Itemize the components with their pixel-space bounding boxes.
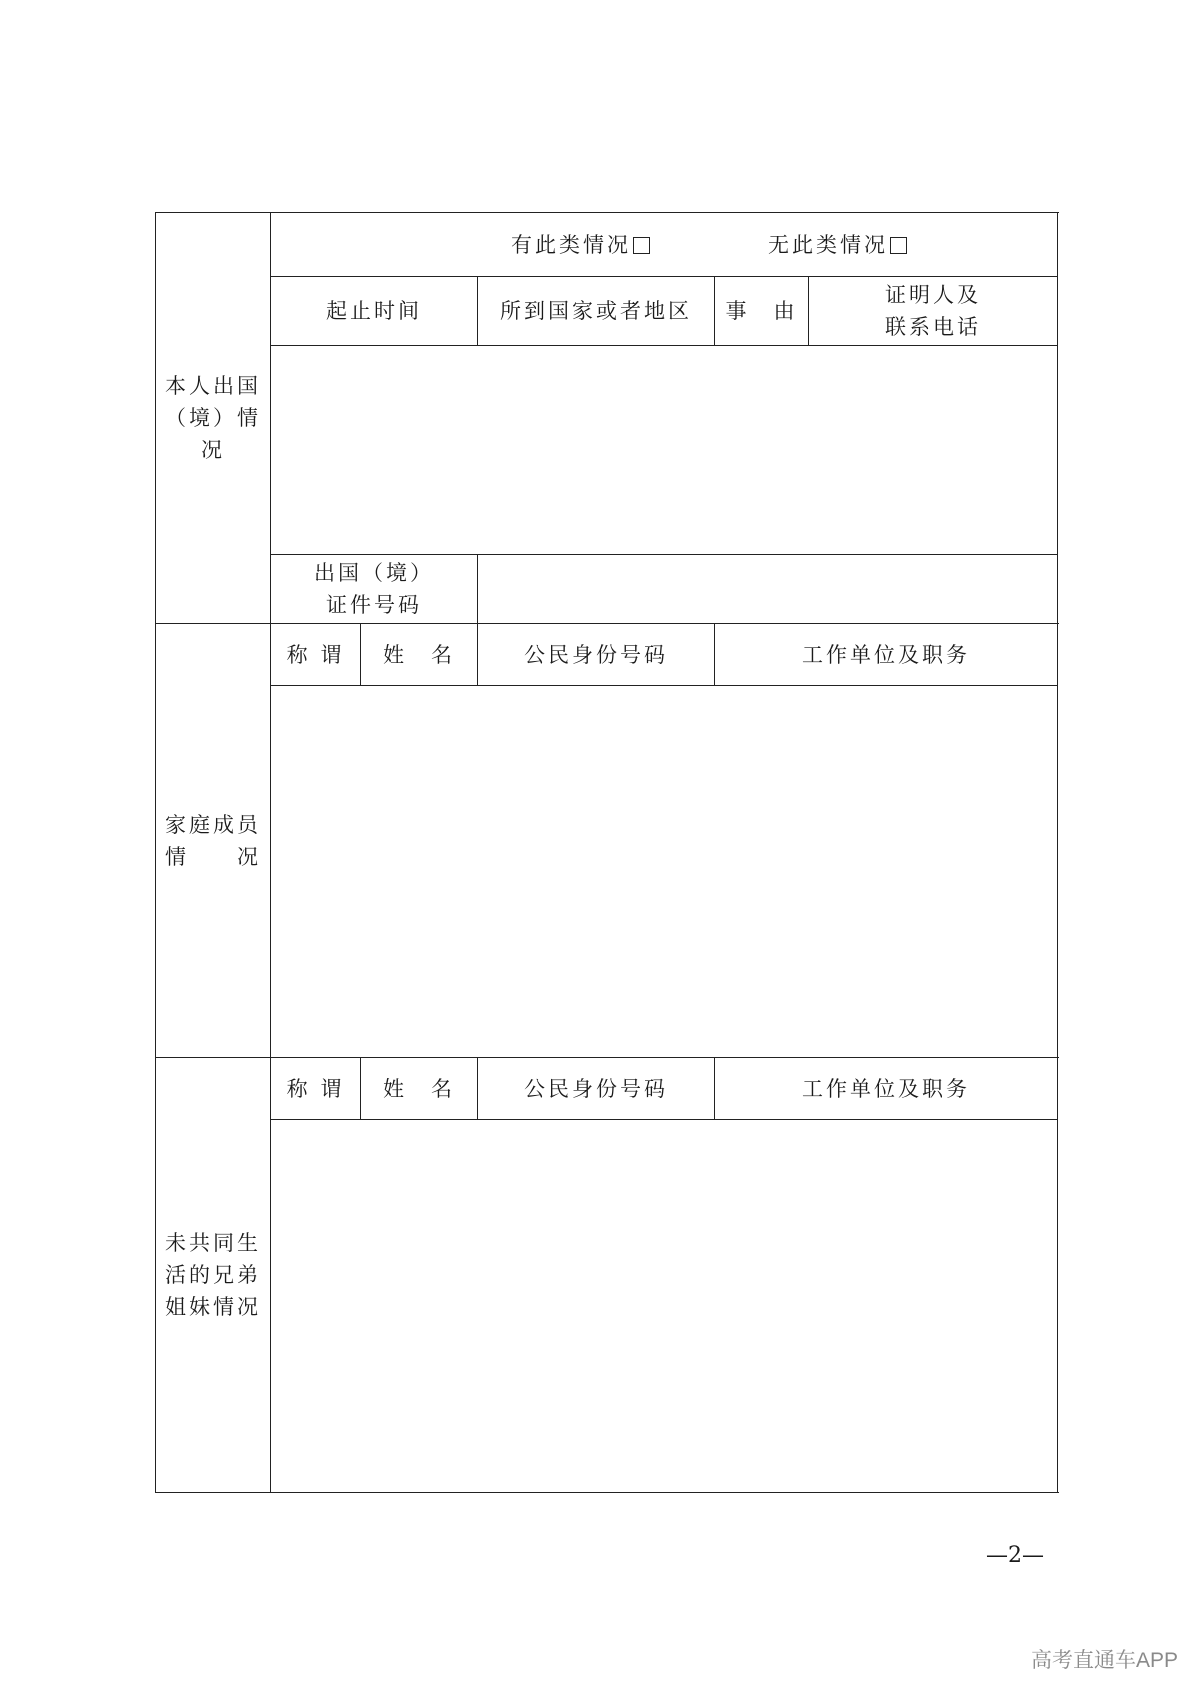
siblings-section-label: 未共同生 活的兄弟 姐妹情况: [165, 1231, 261, 1319]
travel-header-destination: 所到国家或者地区: [500, 299, 692, 323]
travel-header-period: 起止时间: [326, 299, 422, 323]
siblings-header-name: 姓 名: [383, 1076, 455, 1101]
siblings-entries-area[interactable]: [270, 1119, 1058, 1493]
family-header-id-number: 公民身份号码: [524, 642, 668, 667]
family-entries-area[interactable]: [270, 685, 1058, 1058]
travel-entries-area[interactable]: [270, 345, 1058, 555]
travel-option-row: [270, 212, 1058, 277]
siblings-header-relation: 称 谓: [286, 1076, 345, 1101]
has-travel-option[interactable]: [511, 229, 650, 261]
page-number: —2—: [986, 1542, 1044, 1568]
family-header-name: 姓 名: [383, 642, 455, 667]
no-travel-checkbox[interactable]: [890, 237, 907, 254]
no-travel-option[interactable]: [768, 229, 907, 261]
has-travel-checkbox[interactable]: [633, 237, 650, 254]
has-travel-label: 有此类情况: [511, 232, 631, 257]
family-header-relation: 称 谓: [286, 642, 345, 667]
passport-number-field[interactable]: [477, 554, 1058, 624]
travel-header-witness: 证明人及 联系电话: [885, 283, 981, 339]
siblings-header-id-number: 公民身份号码: [524, 1076, 668, 1101]
siblings-header-employer: 工作单位及职务: [802, 1076, 970, 1101]
app-watermark: 高考直通车APP: [1030, 1649, 1178, 1672]
family-section-label: 家庭成员 情 况: [165, 812, 261, 869]
travel-section-label: 本人出国 （境）情况: [165, 374, 261, 462]
passport-number-label: 出国（境） 证件号码: [314, 561, 434, 617]
family-header-employer: 工作单位及职务: [802, 642, 970, 667]
no-travel-label: 无此类情况: [768, 232, 888, 257]
travel-header-reason: 事 由: [725, 299, 798, 323]
